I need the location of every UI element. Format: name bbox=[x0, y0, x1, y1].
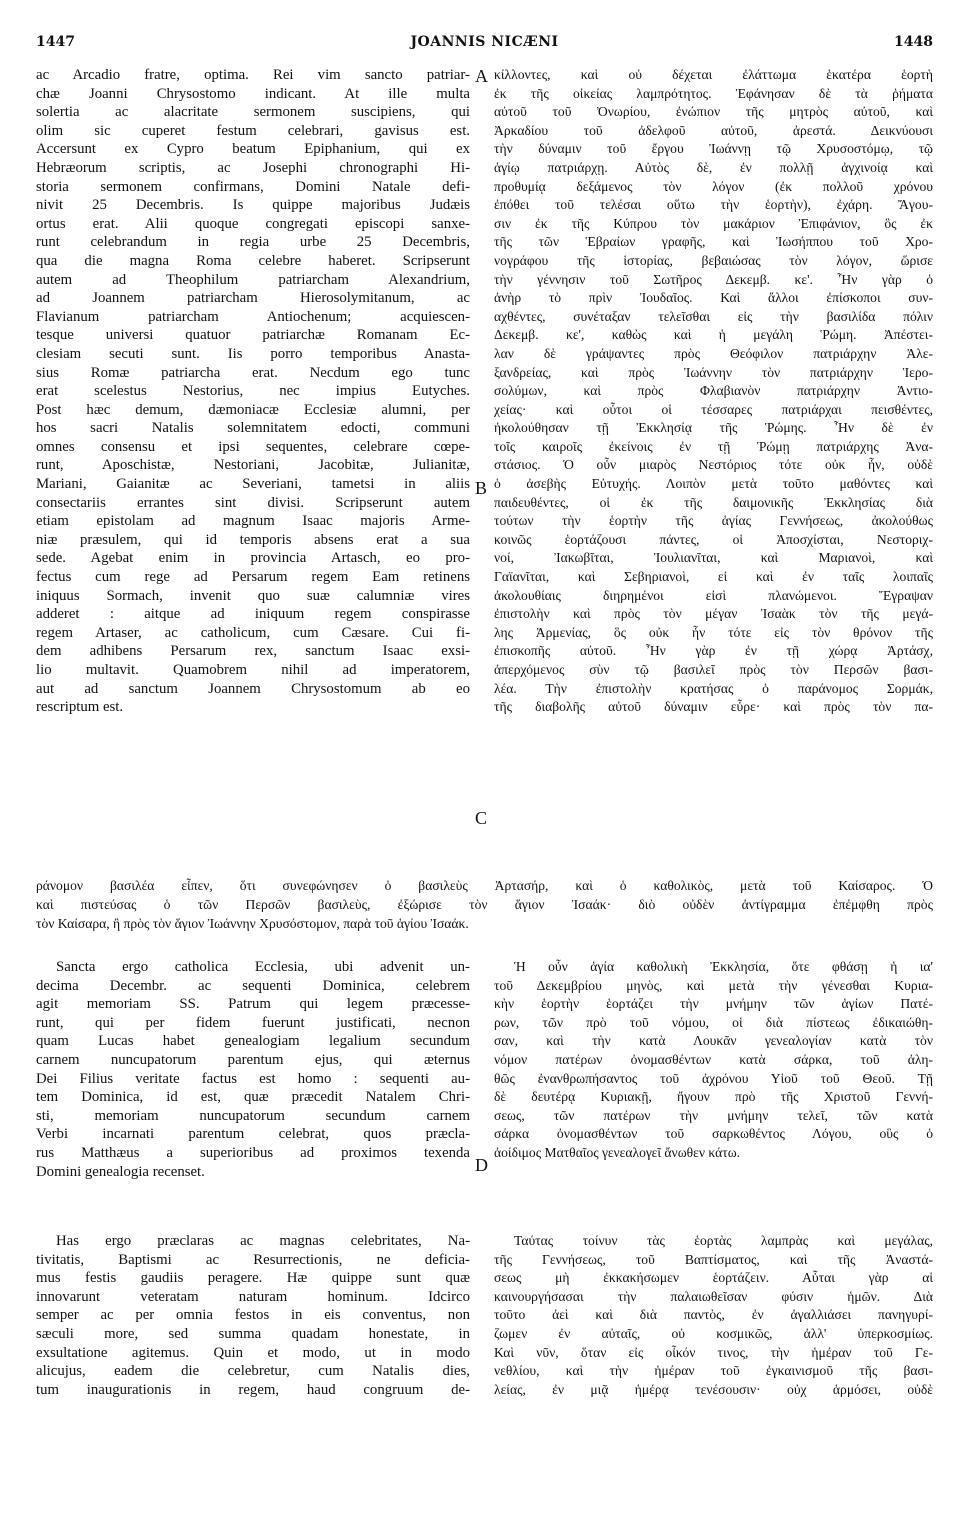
page-header bbox=[36, 34, 933, 58]
text-line: Dei Filius veritate factus est homo : sequenti au- bbox=[36, 1070, 470, 1087]
text-line: Verbi incarnati parentum celebrat, quos præcla- bbox=[36, 1126, 470, 1143]
text-line: tem Dominica, id est, quæ præcedit Natalem Chri- bbox=[36, 1089, 470, 1106]
text-line: nivit 25 Decembris. Is quippe majoribus Judæis bbox=[36, 197, 470, 214]
text-line: qua die magna Roma celebre haberet. Scripserunt bbox=[36, 252, 470, 269]
text-line: νοί, Ἰακωβῖται, Ἰουλιανῖται, καὶ Μαριανοὶ, καὶ bbox=[494, 550, 933, 566]
text-line: ἀνὴρ τὸ πρὶν Ἰουδαῖος. Καὶ ἄλλοι ἐπίσκοποι συν- bbox=[494, 290, 933, 306]
page-number-left: 1447 bbox=[36, 34, 75, 50]
latin-column-block3 bbox=[36, 1232, 470, 1399]
text-line: Ἀρκαδίου τοῦ ἀδελφοῦ αὐτοῦ, ἀρεστά. Δεικνύουσι bbox=[494, 122, 933, 138]
text-line: σάρκα ὀνομασθέντων τοῦ σαρκωθέντος Λόγου, οὓς ὁ bbox=[494, 1126, 933, 1142]
text-line: ράνομον βασιλέα εἶπεν, ὅτι συνεφώνησεν ὁ βασιλεὺς Ἀρτασήρ, καὶ ὁ καθολικὸς, μετὰ τοῦ Καίσαρος. Ὁ bbox=[36, 878, 933, 893]
text-line: ἠκολούθησαν τῇ Ἐκκλησίᾳ τῆς Ῥώμης. Ἦν δὲ ἐν bbox=[494, 420, 933, 436]
text-line: fectus cum rege ad Persarum regem Eam retinens bbox=[36, 569, 470, 586]
text-line: στάσιος. Ὁ οὖν μιαρὸς Νεστόριος τότε οὐκ ἦν, οὐδὲ bbox=[494, 457, 933, 473]
text-line: sius Romæ patriarcha erat. Necdum ego tunc bbox=[36, 364, 470, 381]
text-line: decima Decembr. ac sequenti Dominica, celebrem bbox=[36, 977, 470, 994]
text-line: Mariani, Gaianitæ ac Severiani, tametsi in aliis bbox=[36, 476, 470, 493]
greek-full-width-continuation bbox=[36, 876, 933, 933]
text-line: lio multavit. Quamobrem nihil ad imperatorem, bbox=[36, 662, 470, 678]
text-line: dem adhibens Persarum rex, sanctum Isaac exsi- bbox=[36, 643, 470, 660]
text-line: carnem nuncupatorum parentum ejus, qui æternus bbox=[36, 1051, 470, 1068]
text-line: ad Joannem patriarcham Hierosolymitanum, ac bbox=[36, 290, 470, 307]
text-line: ἀπερχόμενος σὺν τῷ βασιλεῖ πρὸς τὸν Περσῶν βασι- bbox=[494, 662, 933, 677]
text-line: προθυμίᾳ δεξάμενος τὸν λόγον (ἐκ πολλοῦ χρόνου bbox=[494, 178, 933, 194]
text-line: σεως μὴ ἐκκακήσωμεν ἑορτάζειν. Αὗται γὰρ αἱ bbox=[494, 1270, 933, 1286]
text-line: exsultatione agitemus. Quin et modo, ut in modo bbox=[36, 1344, 470, 1361]
greek-column-block1 bbox=[494, 66, 933, 717]
text-line: runt celebrandum in regia urbe 25 Decembris, bbox=[36, 234, 470, 251]
text-line: χείας· καὶ οὗτοι οἱ τέσσαρες πατριάρχαι πεισθέντες, bbox=[494, 401, 933, 417]
text-line: σιν ἐκ τῆς Κύπρου τὸν μακάριον Ἐπιφάνιον, ὃς ἐκ bbox=[494, 215, 933, 231]
text-line: νεθλίου, καὶ τὴν ἡμέραν τοῦ ἐγκαινισμοῦ τῆς βασι- bbox=[494, 1363, 933, 1379]
text-line: ἐπόθει τοῦ τελέσαι οὕτω τὴν ἑορτὴν), ἐχάρη. Ἄγου- bbox=[494, 197, 933, 213]
text-line: ἐκ τῆς οἰκείας λαμπρότητος. Ἐφάνησαν δὲ τὰ ῥήματα bbox=[494, 85, 933, 101]
section-marker-c: C bbox=[475, 808, 488, 828]
text-line: ὁ ἀσεβὴς Εὐτυχής. Λοιπὸν μετὰ τοῦτο μαθόντες καὶ bbox=[494, 476, 933, 492]
text-line: τοῦ Δεκεμβρίου μηνὸς, καὶ μετὰ τὴν γένεσθαι Κυρια- bbox=[494, 977, 933, 993]
text-line: agit memoriam SS. Patrum qui legem præcesse- bbox=[36, 996, 470, 1013]
text-line: λης Ἀρμενίας, ὃς οὐκ ἦν τότε εἰς τὸν θρόνον τῆς bbox=[494, 624, 933, 640]
text-line: τοῦτο ἀεὶ καὶ διὰ παντὸς, ἐν ἀγαλλιάσει πανηγυρί- bbox=[494, 1307, 933, 1323]
text-line: λέα. Τὴν ἐπιστολὴν κρατήσας ὁ παράνομος Σορμάκ, bbox=[494, 680, 933, 696]
latin-column-block2 bbox=[36, 958, 470, 1181]
text-line: τούτων τὴν ἑορτὴν τῆς ἁγίας Γεννήσεως, ἀκολούθως bbox=[494, 513, 933, 529]
section-marker-b: B bbox=[475, 478, 488, 498]
text-line: sti, memoriam nuncupatorum secundum carnem bbox=[36, 1107, 470, 1124]
text-line: Γαϊανῖται, καὶ Σεβηριανοὶ, εἰ καὶ ἐν ταῖς λοιπαῖς bbox=[494, 569, 933, 585]
section-marker-d: D bbox=[475, 1155, 488, 1175]
text-line: mus festis gaudiis peragere. Hæ quippe sunt quæ bbox=[36, 1270, 470, 1287]
text-line: erat scelestus Nestorius, nec impius Eutyches. bbox=[36, 383, 470, 400]
text-line: tivitatis, Baptismi ac Resurrectionis, ne deficia- bbox=[36, 1251, 470, 1268]
text-line: regem Artaser, ac catholicum, cum Cæsare. Cui fi- bbox=[36, 624, 470, 641]
text-line: κίλλοντες, καὶ οὐ δέχεται ἐλάττωμα ἑκατέρα ἑορτὴ bbox=[494, 67, 933, 82]
text-line: ζωμεν ἐν αὐταῖς, οὐ κοσμικῶς, ἀλλ' ὑπερκοσμίως. bbox=[494, 1325, 933, 1341]
text-line: hos sacri Natalis solemnitatem edocti, communi bbox=[36, 420, 470, 437]
page-number-right: 1448 bbox=[894, 34, 933, 50]
text-line: ξανδρείας, καὶ πρὸς Ἰωάννην τὸν πατριάρχην Ἱερο- bbox=[494, 364, 933, 380]
text-line: Ταύτας τοίνυν τὰς ἑορτὰς λαμπρὰς καὶ μεγάλας, bbox=[514, 1233, 933, 1248]
text-line: ρων, τῶν πρὸ τοῦ νόμου, οἱ διὰ πίστεως ἐδικαιώθη- bbox=[494, 1014, 933, 1030]
text-line: Post hæc demum, dæmoniacæ Ecclesiæ alumni, per bbox=[36, 401, 470, 418]
text-line: Domini genealogia recenset. bbox=[36, 1163, 205, 1180]
text-line: Sancta ergo catholica Ecclesia, ubi advenit un- bbox=[56, 959, 470, 975]
text-line: αχθέντες, συνέταξαν τελεῖσθαι εἰς τὴν βασιλίδα πόλιν bbox=[494, 308, 933, 324]
text-line: τῆς διαβολῆς αὐτοῦ δύναμιν εὗρε· καὶ πρὸς τὸν πα- bbox=[494, 699, 933, 715]
text-line: niæ præsulem, qui id temporis absens erat a sua bbox=[36, 531, 470, 548]
text-line: adderet : aitque ad iniquum regem conspirasse bbox=[36, 606, 470, 623]
text-line: αὐτοῦ τοῦ Ὀνωρίου, ἐνώπιον τῆς μητρὸς αὐτοῦ, καὶ bbox=[494, 104, 933, 120]
text-line: clesiam secuti sunt. Iis porro temporibus Anasta- bbox=[36, 345, 470, 362]
text-line: consectariis errantes sint divisi. Scripserunt autem bbox=[36, 494, 470, 511]
text-line: καὶ πιστεύσας ὁ τῶν Περσῶν βασιλεὺς, ἐξώρισε τὸν ἅγιον Ἰσαάκ· διὸ οὐδὲν ἀντίγραμμα ἐπέμφθη πρὸς bbox=[36, 897, 933, 912]
text-line: Flavianum patriarcham Antiochenum; acquiescen- bbox=[36, 308, 470, 325]
text-line: sæculi more, sed summa quadam honestate, in bbox=[36, 1325, 470, 1342]
running-title: JOANNIS NICÆNI bbox=[410, 34, 559, 50]
text-line: ἀοίδιμος Ματθαῖος γενεαλογεῖ ἄνωθεν κάτω. bbox=[494, 1144, 741, 1160]
text-line: δὲ δευτέρᾳ Κυριακῇ, ἤγουν πρὸ τῆς Χριστοῦ Γεννή- bbox=[494, 1089, 933, 1105]
text-line: Accersunt ex Cypro beatum Epiphanium, qui ex bbox=[36, 141, 470, 158]
text-line: τὴν δύναμιν τοῦ ἔργου Ἰωάννῃ τῷ Χρυσοστόμῳ, τῷ bbox=[494, 141, 933, 157]
text-line: sede. Agebat enim in provincia Artasch, eo pro- bbox=[36, 550, 470, 567]
text-line: λαν δὲ γράψαντες πρὸς Θεόφιλον πατριάρχην Ἀλε- bbox=[494, 345, 933, 361]
text-line: τὸν Καίσαρα, ἢ πρὸς τὸν ἅγιον Ἰωάννην Χρυσόστομον, παρὰ τοῦ ἁγίου Ἰσαάκ. bbox=[36, 916, 469, 931]
text-line: καινουργήσασαι τὴν παλαιωθεῖσαν φύσιν ἡμῶν. Διὰ bbox=[494, 1288, 933, 1304]
latin-column-block1 bbox=[36, 66, 470, 717]
text-line: Hebræorum scriptis, ac Josephi chronographi Hi- bbox=[36, 159, 470, 176]
text-line: σεως, τῶν πατέρων τὴν μνήμην τελεῖ, τῶν κατὰ bbox=[494, 1107, 933, 1123]
text-line: τὴν γέννησιν τοῦ Σωτῆρος Δεκεμβ. κε'. Ἦν γὰρ ὁ bbox=[494, 271, 933, 287]
text-line: alicujus, eadem die celebretur, cum Natalis dies, bbox=[36, 1363, 470, 1380]
text-line: rus Matthæus a superioribus ad proximos texenda bbox=[36, 1144, 470, 1161]
text-line: ἀκολουθίαις διηρημένοι εἰσὶ πλανώμενοι. Ἔγραψαν bbox=[494, 587, 933, 603]
text-line: σολύμων, καὶ πρὸς Φλαβιανὸν πατριάρχην Ἀντιο- bbox=[494, 383, 933, 399]
section-marker-a: A bbox=[475, 66, 488, 86]
text-line: ἁγίῳ πατριάρχῃ. Αὐτὸς δὲ, ἐν πολλῇ ἀγχινοίᾳ καὶ bbox=[494, 159, 933, 175]
text-line: κὴν ἑορτὴν ἑορτάζει τὴν μνήμην τῶν ἁγίων Πατέ- bbox=[494, 996, 933, 1012]
text-line: τῆς Γεννήσεως, τοῦ Βαπτίσματος, καὶ τῆς Ἀναστά- bbox=[494, 1251, 933, 1267]
text-line: τῆς τῶν Ἑβραίων γραφῆς, καὶ Ἰωσήππου τοῦ Χρο- bbox=[494, 234, 933, 250]
text-line: runt, qui per fidem fuerunt justificati, necnon bbox=[36, 1014, 470, 1031]
text-line: Has ergo præclaras ac magnas celebritates, Na- bbox=[56, 1233, 470, 1249]
text-line: chæ Joanni Chrysostomo indicant. At ille multa bbox=[36, 85, 470, 102]
text-line: iniquus Sormach, invenit quo suæ calumniæ vires bbox=[36, 587, 470, 604]
text-line: quam Lucas habet genealogiam legalium secundum bbox=[36, 1033, 470, 1050]
text-line: σαν, καὶ τὴν κατὰ Λουκᾶν γενεαλογίαν κατὰ τὸν bbox=[494, 1033, 933, 1049]
text-line: storia sermonem confirmans, Domini Natale defi- bbox=[36, 178, 470, 195]
text-line: ac Arcadio fratre, optima. Rei vim sancto patriar- bbox=[36, 67, 470, 83]
text-line: etiam epistolam ad magnum Isaac majoris Arme- bbox=[36, 513, 470, 530]
text-line: runt, Aposchistæ, Nestoriani, Jacobitæ, Julianitæ, bbox=[36, 457, 470, 474]
text-line: innovarunt veteratam naturam hominum. Idcirco bbox=[36, 1288, 470, 1305]
text-line: tum inaugurationis in regem, haud congruum de- bbox=[36, 1381, 470, 1398]
text-line: ἐπισκοπῆς αὐτοῦ. Ἦν γὰρ ἐν τῇ χώρᾳ Ἀρτάσχ, bbox=[494, 643, 933, 659]
text-line: aut ad sanctum Joannem Chrysostomum ab eo bbox=[36, 680, 470, 697]
text-line: Δεκεμβ. κε', καθὼς καὶ ἡ μεγάλη Ῥώμη. Ἀπέστει- bbox=[494, 327, 933, 343]
text-line: Ἡ οὖν ἁγία καθολικὴ Ἐκκλησία, ὅτε φθάσῃ ἡ ια' bbox=[514, 959, 933, 974]
text-line: νόμον πατέρων ὀνομασθέντων κατὰ σάρκα, τοῦ ἀλη- bbox=[494, 1051, 933, 1067]
text-line: τοῖς καιροῖς ἐκείνοις ἐν τῇ Ῥώμῃ πατριάρχης Ἀνα- bbox=[494, 438, 933, 454]
text-line: Καὶ νῦν, ὅταν εἰς οἶκόν τινος, τὴν ἡμέραν τοῦ Γε- bbox=[494, 1344, 933, 1360]
text-line: tesque universi quatuor patriarchæ Romanam Ec- bbox=[36, 327, 470, 344]
text-line: νογράφου τῆς ἱστορίας, βεβαιώσας τὸν λόγον, ὥρισε bbox=[494, 252, 933, 268]
text-line: παιδευθέντες, οἱ ἐκ τῆς δαιμονικῆς Ἐκκλησίας διὰ bbox=[494, 494, 933, 510]
greek-column-block2 bbox=[494, 958, 933, 1163]
text-line: κοινῶς ἑορτάζουσι πάντες, οἱ Ἀποσχίσται, Νεστοριχ- bbox=[494, 531, 933, 547]
text-line: ortus erat. Alii quoque congregati episcopi sanxe- bbox=[36, 215, 470, 232]
greek-column-block3 bbox=[494, 1232, 933, 1399]
text-line: omnes consensu et ipsi sequentes, celebrare cœpe- bbox=[36, 438, 470, 455]
text-line: olim sic cuperet festum celebrari, gavisus est. bbox=[36, 122, 470, 139]
text-line: solertia ac alacritate sermonem suscipiens, qui bbox=[36, 104, 470, 121]
text-line: λείας, ἐν μιᾷ ἡμέρᾳ τενέσουσιν· οὐχ ἁρμόσει, οὐδὲ bbox=[494, 1381, 933, 1397]
text-line: rescriptum est. bbox=[36, 699, 124, 716]
text-line: θῶς ἐνανθρωπήσαντος τοῦ ἀχρόνου Υἱοῦ τοῦ Θεοῦ. Τῇ bbox=[494, 1070, 933, 1086]
text-line: autem ad Theophilum patriarcham Alexandrium, bbox=[36, 271, 470, 288]
text-line: semper ac per omnia festos in eis conventus, non bbox=[36, 1307, 470, 1324]
text-line: ἐπιστολὴν καὶ πρὸς τὸν μέγαν Ἰσαὰκ τὸν τῆς μεγά- bbox=[494, 606, 933, 622]
